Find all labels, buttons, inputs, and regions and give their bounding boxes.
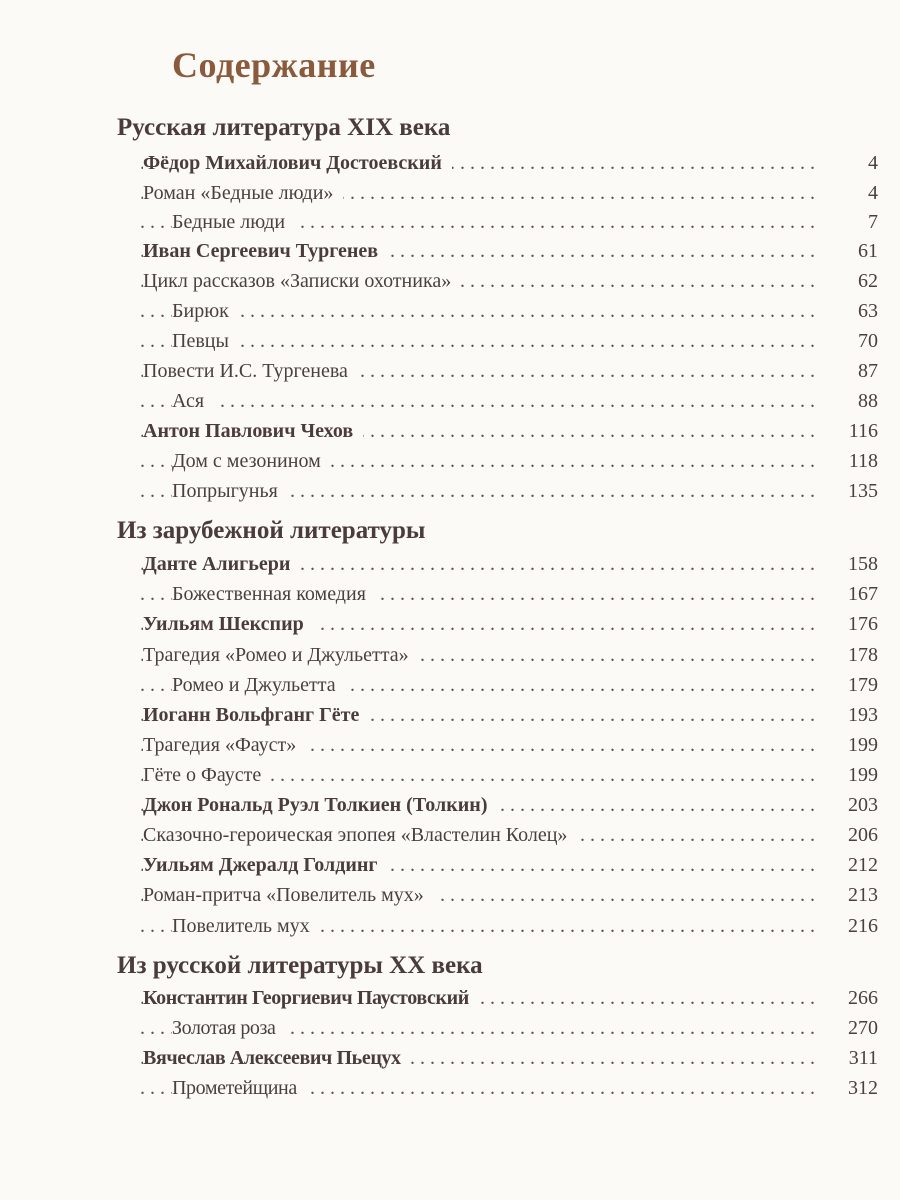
entry-page: 70 xyxy=(852,326,878,356)
entry-page: 206 xyxy=(842,820,878,850)
toc-entry[interactable] xyxy=(0,416,900,446)
entry-label: Золотая роза xyxy=(172,1013,286,1043)
entry-page: 193 xyxy=(842,700,878,730)
toc-entry[interactable] xyxy=(0,700,900,730)
section-heading: Русская литература XIX века xyxy=(117,114,451,141)
entry-label: Константин Георгиевич Паустовский xyxy=(143,983,479,1013)
entry-label: Антон Павлович Чехов xyxy=(143,416,363,446)
page-title: Содержание xyxy=(172,45,376,85)
toc-entry[interactable] xyxy=(0,880,900,910)
entry-label: Бедные люди xyxy=(172,207,295,237)
entry-label: Уильям Шекспир xyxy=(143,609,314,639)
toc-entry[interactable] xyxy=(0,760,900,790)
entry-label: Божественная комедия xyxy=(172,579,376,609)
entry-page: 216 xyxy=(842,911,878,941)
entry-page: 199 xyxy=(842,730,878,760)
toc-entry[interactable] xyxy=(0,207,900,237)
entry-page: 212 xyxy=(842,850,878,880)
entry-page: 167 xyxy=(842,579,878,609)
entry-label: Трагедия «Фауст» xyxy=(143,730,306,760)
entry-label: Дом с мезонином xyxy=(172,446,331,476)
entry-page: 7 xyxy=(862,207,878,237)
entry-page: 158 xyxy=(842,549,878,579)
toc-entry[interactable] xyxy=(0,820,900,850)
toc-entry[interactable] xyxy=(0,850,900,880)
entry-page: 88 xyxy=(852,386,878,416)
toc-entry[interactable] xyxy=(0,983,900,1013)
entry-page: 203 xyxy=(842,790,878,820)
leader-dots xyxy=(140,326,820,356)
entry-page: 4 xyxy=(862,178,878,208)
entry-label: Сказочно-героическая эпопея «Властелин Колец» xyxy=(143,820,577,850)
entry-label: Фёдор Михайлович Достоевский xyxy=(143,148,452,178)
toc-entry[interactable] xyxy=(0,549,900,579)
section-heading: Из русской литературы XX века xyxy=(117,952,483,979)
entry-page: 62 xyxy=(852,266,878,296)
entry-page: 266 xyxy=(842,983,878,1013)
entry-page: 178 xyxy=(842,640,878,670)
toc-entry[interactable] xyxy=(0,178,900,208)
entry-label: Певцы xyxy=(172,326,239,356)
toc-entry[interactable] xyxy=(0,1013,900,1043)
entry-page: 61 xyxy=(852,236,878,266)
entry-label: Иоганн Вольфганг Гёте xyxy=(143,700,369,730)
toc-entry[interactable] xyxy=(0,296,900,326)
entry-page: 176 xyxy=(842,609,878,639)
entry-page: 135 xyxy=(842,476,878,506)
section-heading: Из зарубежной литературы xyxy=(117,517,426,544)
toc-entry[interactable] xyxy=(0,1043,900,1073)
entry-page: 311 xyxy=(843,1043,878,1073)
entry-page: 63 xyxy=(852,296,878,326)
entry-page: 199 xyxy=(842,760,878,790)
entry-page: 213 xyxy=(842,880,878,910)
toc-entry[interactable] xyxy=(0,1073,900,1103)
toc-entry[interactable] xyxy=(0,911,900,941)
entry-page: 4 xyxy=(862,148,878,178)
entry-label: Повелитель мух xyxy=(172,911,320,941)
entry-page: 270 xyxy=(842,1013,878,1043)
entry-label: Ромео и Джульетта xyxy=(172,670,346,700)
entry-page: 116 xyxy=(843,416,878,446)
entry-label: Гёте о Фаусте xyxy=(143,760,271,790)
entry-label: Цикл рассказов «Записки охотника» xyxy=(143,266,461,296)
toc-entry[interactable] xyxy=(0,236,900,266)
entry-label: Прометейщина xyxy=(172,1073,307,1103)
toc-entry[interactable] xyxy=(0,476,900,506)
leader-dots xyxy=(140,296,820,326)
entry-label: Уильям Джералд Голдинг xyxy=(143,850,387,880)
toc-entry[interactable] xyxy=(0,266,900,296)
entry-page: 87 xyxy=(852,356,878,386)
toc-entry[interactable] xyxy=(0,326,900,356)
entry-label: Трагедия «Ромео и Джульетта» xyxy=(143,640,419,670)
toc-entry[interactable] xyxy=(0,609,900,639)
entry-label: Данте Алигьери xyxy=(143,549,300,579)
toc-entry[interactable] xyxy=(0,446,900,476)
entry-page: 312 xyxy=(842,1073,878,1103)
entry-label: Попрыгунья xyxy=(172,476,288,506)
entry-label: Бирюк xyxy=(172,296,239,326)
toc-entry[interactable] xyxy=(0,730,900,760)
toc-entry[interactable] xyxy=(0,148,900,178)
entry-label: Джон Рональд Руэл Толкиен (Толкин) xyxy=(143,790,497,820)
toc-entry[interactable] xyxy=(0,640,900,670)
leader-dots xyxy=(140,386,820,416)
toc-entry[interactable] xyxy=(0,670,900,700)
entry-label: Повести И.С. Тургенева xyxy=(143,356,358,386)
entry-page: 179 xyxy=(842,670,878,700)
toc-entry[interactable] xyxy=(0,790,900,820)
toc-entry[interactable] xyxy=(0,356,900,386)
entry-label: Иван Сергеевич Тургенев xyxy=(143,236,388,266)
entry-label: Ася xyxy=(172,386,214,416)
entry-label: Роман-притча «Повелитель мух» xyxy=(143,880,434,910)
toc-entry[interactable] xyxy=(0,579,900,609)
toc-entry[interactable] xyxy=(0,386,900,416)
entry-page: 118 xyxy=(843,446,878,476)
entry-label: Вячеслав Алексеевич Пьецух xyxy=(143,1043,411,1073)
entry-label: Роман «Бедные люди» xyxy=(143,178,343,208)
